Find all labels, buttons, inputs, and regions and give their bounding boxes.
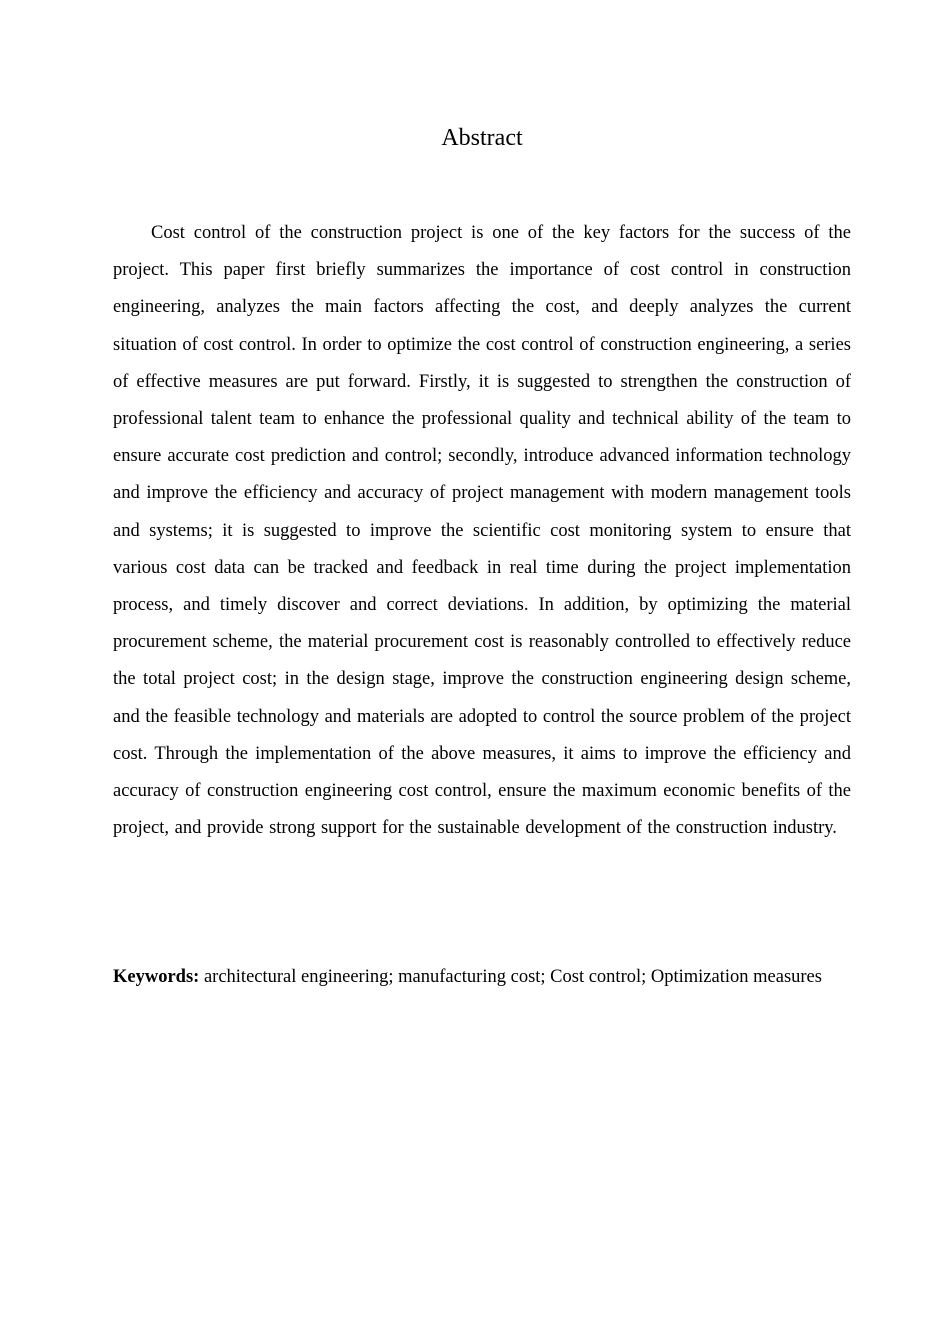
keywords-text: architectural engineering; manufacturing cost; Cost control; Optimization measures [199,967,822,987]
keywords-line [113,962,873,992]
keywords-label: Keywords: [113,967,200,987]
abstract-body: Cost control of the construction project is one of the key factors for the success of the project. This paper first briefly summarizes the importance of cost control in construction engineering, analyzes the main factors affecting the cost, and deeply analyzes the current situation of cost control. In order to optimize the cost control of construction engineering, a series of effective measures are put forward. Firstly, it is suggested to strengthen the construction of professional talent team to enhance the professional quality and technical ability of the team to ensure accurate cost prediction and control; secondly, introduce advanced information technology and improve the efficiency and accuracy of project management with modern management tools and systems; it is suggested to improve the scientific cost monitoring system to ensure that various cost data can be tracked and feedback in real time during the project implementation process, and timely discover and correct deviations. In addition, by optimizing the material procurement scheme, the material procurement cost is reasonably controlled to effectively reduce the total project cost; in the design stage, improve the construction engineering design scheme, and the feasible technology and materials are adopted to control the source problem of the project cost. Through the implementation of the above measures, it aims to improve the efficiency and accuracy of construction engineering cost control, ensure the maximum economic benefits of the project, and provide strong support for the sustainable development of the construction industry. [113,223,851,839]
abstract-title: Abstract [441,125,523,151]
